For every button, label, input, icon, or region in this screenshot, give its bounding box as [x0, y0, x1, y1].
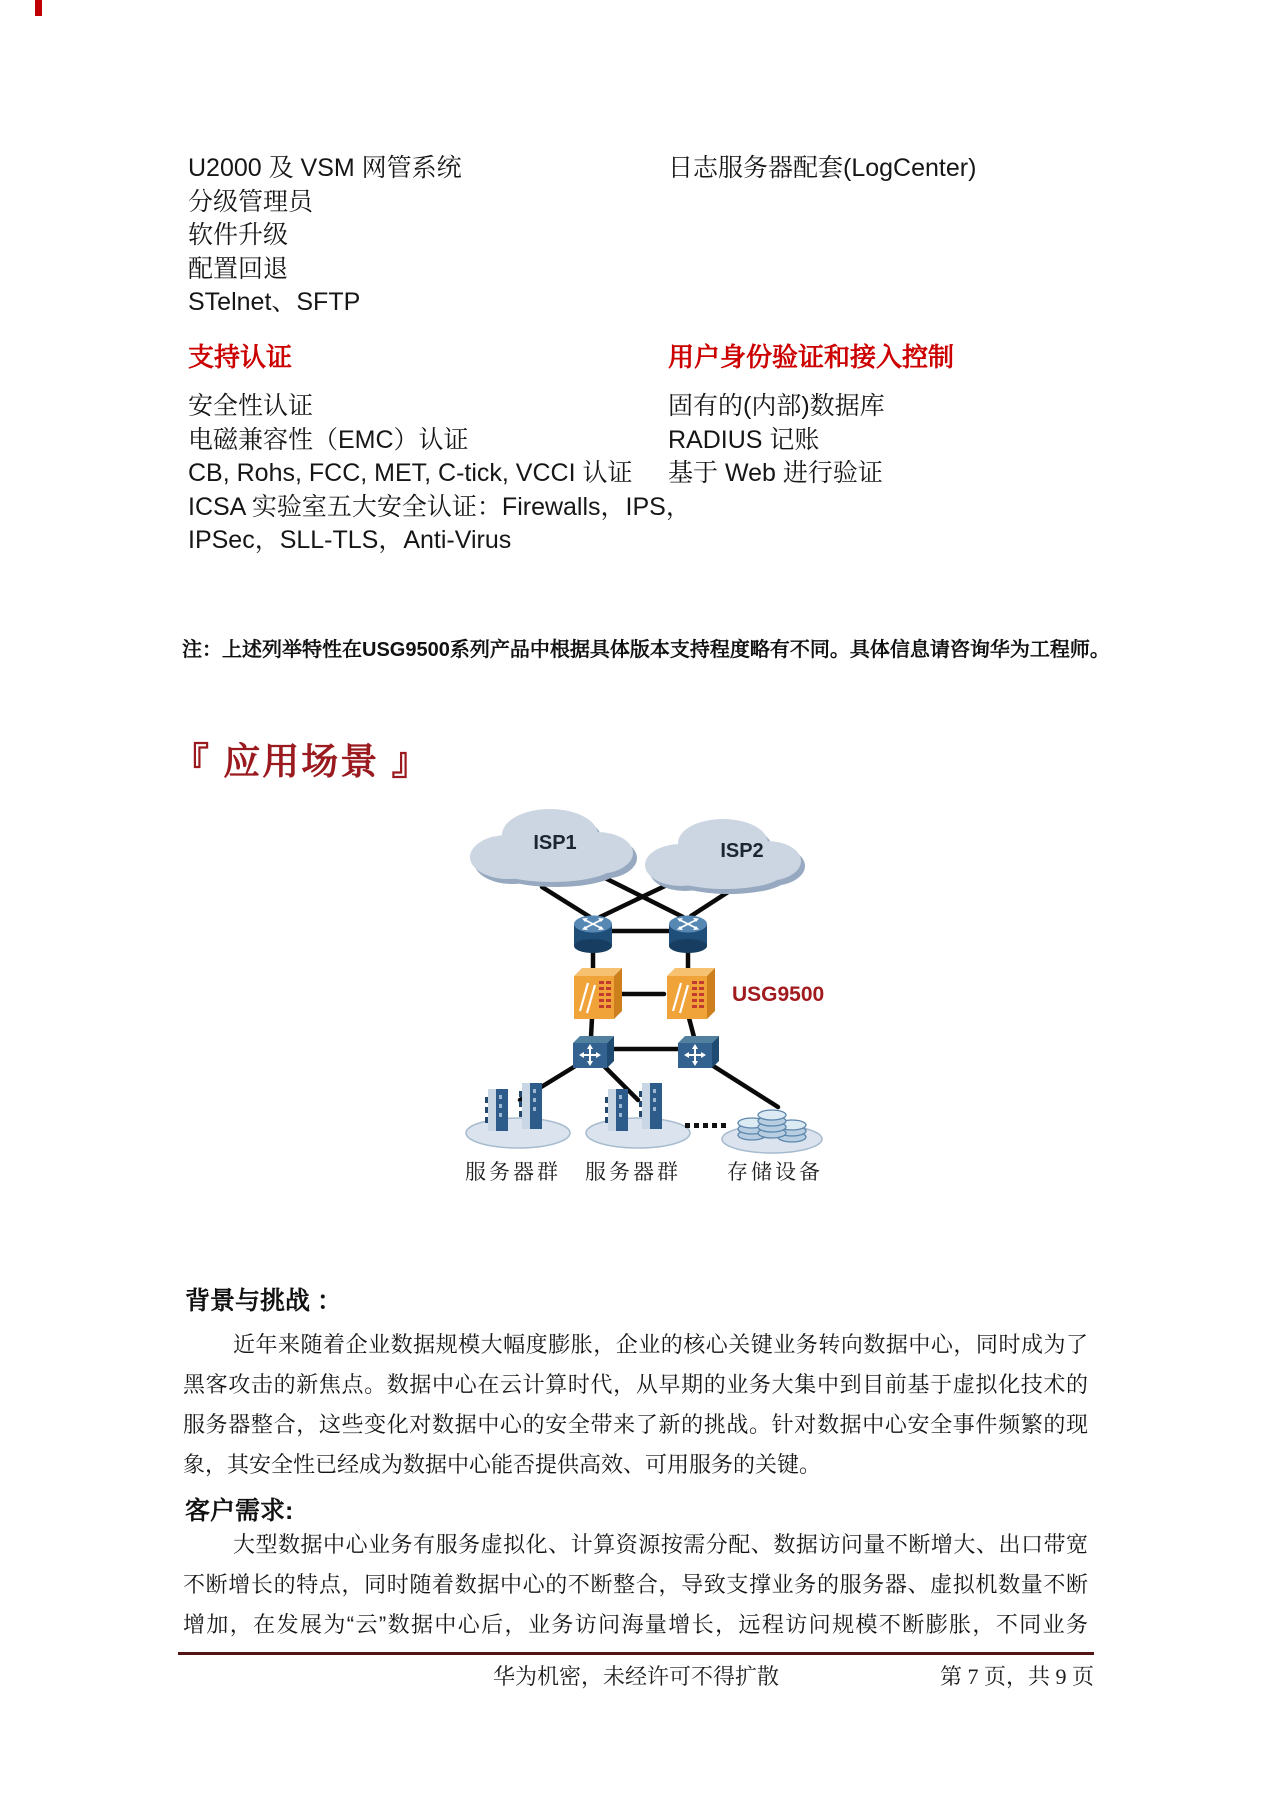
- feature-item: 分级管理员: [188, 187, 314, 216]
- storage-label: 存储设备: [727, 1160, 823, 1184]
- paragraph-line: 大型数据中心业务有服务虚拟化、计算资源按需分配、数据访问量不断增大、出口带宽: [233, 1532, 1088, 1557]
- feature-item: RADIUS 记账: [668, 425, 820, 454]
- router-icon: [574, 916, 612, 954]
- feature-item: 日志服务器配套(LogCenter): [668, 154, 977, 182]
- server-group-label: 服务器群: [585, 1160, 681, 1184]
- usg9500-label: USG9500: [732, 983, 825, 1006]
- heading-supported-certifications: 支持认证: [188, 342, 293, 372]
- firewall-usg9500-icon: [574, 968, 622, 1019]
- firewall-usg9500-icon: [667, 968, 715, 1019]
- router-icon: [669, 916, 707, 954]
- section-title-application-scenario: 『 应用场景 』: [172, 741, 431, 782]
- feature-item: IPSec，SLL-TLS，Anti-Virus: [188, 526, 512, 554]
- isp1-label: ISP1: [533, 832, 577, 854]
- page-edge-red-mark: [35, 0, 42, 16]
- feature-item: 电磁兼容性（EMC）认证: [188, 425, 469, 454]
- footer-page-number: 第 7 页，共 9 页: [939, 1664, 1094, 1689]
- paragraph-line: 近年来随着企业数据规模大幅度膨胀，企业的核心关键业务转向数据中心，同时成为了: [233, 1332, 1088, 1357]
- heading-background-challenges: 背景与挑战 ：: [185, 1287, 342, 1315]
- footer-confidential: 华为机密，未经许可不得扩散: [492, 1664, 779, 1689]
- server-group-icon: [586, 1083, 690, 1148]
- feature-item: CB, Rohs, FCC, MET, C-tick, VCCI 认证: [188, 459, 633, 487]
- heading-customer-needs: 客户需求:: [185, 1497, 294, 1525]
- heading-user-auth-access-control: 用户身份验证和接入控制: [668, 342, 955, 372]
- feature-list-management-left: [188, 152, 462, 320]
- feature-item: ICSA 实验室五大安全认证：Firewalls，IPS，: [188, 492, 691, 521]
- paragraph-line: 服务器整合，这些变化对数据中心的安全带来了新的挑战。针对数据中心安全事件频繁的现: [183, 1412, 1088, 1437]
- footer-rule: [178, 1652, 1094, 1655]
- ellipsis-dots: [685, 1123, 726, 1128]
- switch-icon: [678, 1036, 719, 1068]
- server-group-icon: [466, 1083, 570, 1148]
- cloud-isp1: [470, 809, 637, 887]
- server-group-label: 服务器群: [465, 1160, 561, 1184]
- feature-item: STelnet、SFTP: [188, 288, 361, 316]
- feature-list-cert-right: [668, 390, 885, 491]
- feature-item: 软件升级: [188, 221, 289, 249]
- feature-item: U2000 及 VSM 网管系统: [188, 154, 462, 182]
- paragraph-line: 不断增长的特点，同时随着数据中心的不断整合，导致支撑业务的服务器、虚拟机数量不断: [183, 1572, 1088, 1597]
- network-topology-diagram: [390, 785, 840, 1250]
- feature-list-management-right: [668, 152, 976, 186]
- cloud-isp2: [645, 819, 805, 894]
- paragraph-line: 增加，在发展为“云”数据中心后，业务访问海量增长，远程访问规模不断膨胀，不同业务: [183, 1612, 1088, 1637]
- feature-item: 固有的(内部)数据库: [668, 392, 885, 420]
- feature-item: 配置回退: [188, 254, 289, 283]
- paragraph-line: 象，其安全性已经成为数据中心能否提供高效、可用服务的关键。: [183, 1452, 822, 1477]
- feature-item: 安全性认证: [188, 392, 314, 420]
- version-note: 注：上述列举特性在USG9500系列产品中根据具体版本支持程度略有不同。具体信息请咨询华为工程师。: [182, 639, 1110, 661]
- switch-icon: [573, 1036, 614, 1068]
- feature-item: 基于 Web 进行验证: [668, 459, 883, 487]
- feature-list-cert-left: [188, 390, 691, 558]
- storage-device-icon: [722, 1110, 822, 1153]
- paragraph-line: 黑客攻击的新焦点。数据中心在云计算时代，从早期的业务大集中到目前基于虚拟化技术的: [183, 1372, 1088, 1397]
- isp2-label: ISP2: [720, 840, 764, 862]
